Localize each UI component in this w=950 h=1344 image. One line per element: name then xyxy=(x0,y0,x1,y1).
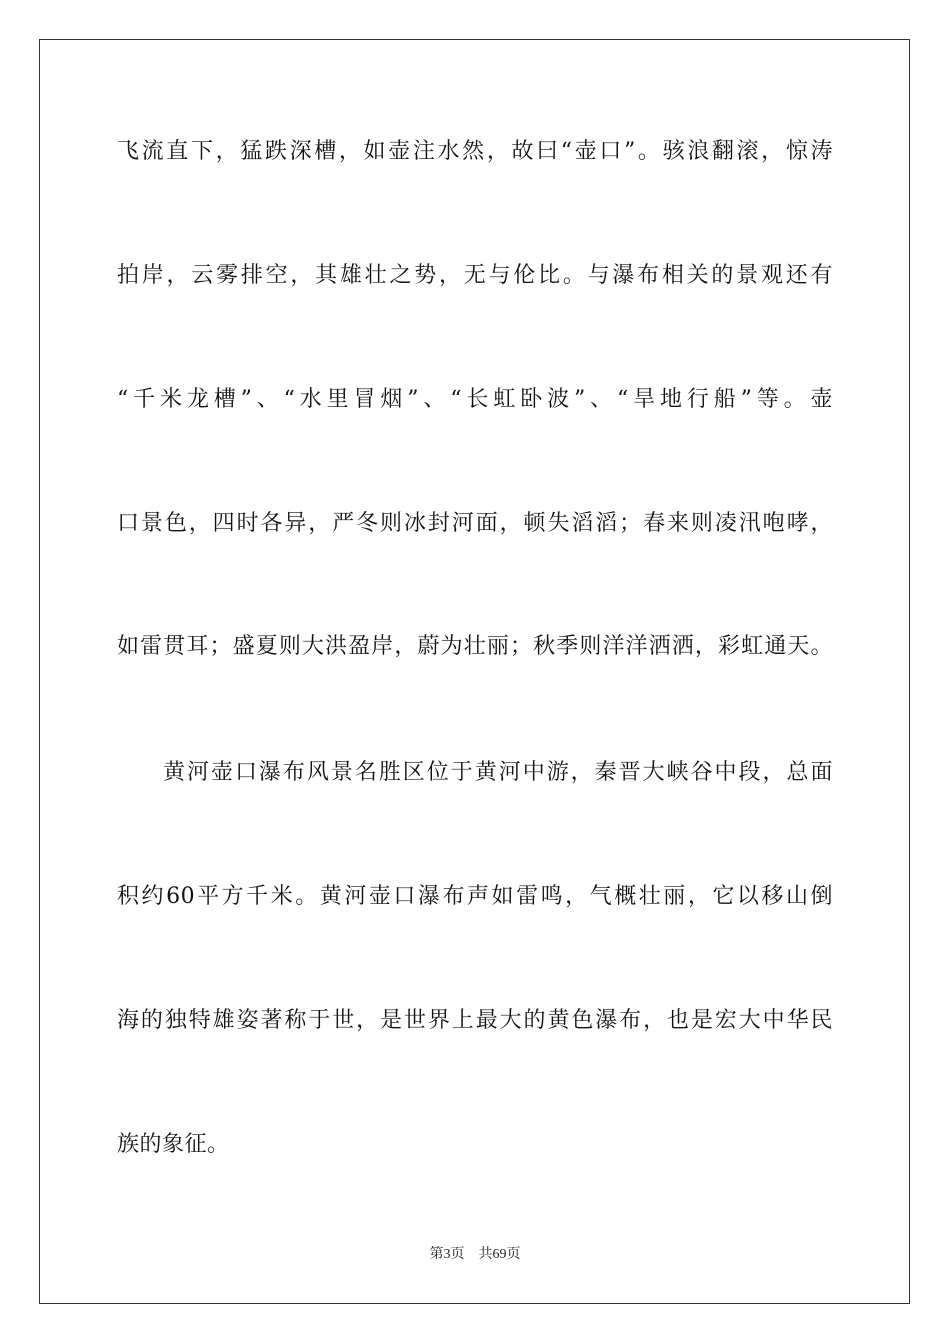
paragraph-line-1: 飞流直下，猛跌深槽，如壶注水然，故曰“壶口”。骇浪翻滚，惊涛 xyxy=(117,139,833,164)
paragraph-line-7: 积约60平方千米。黄河壶口瀑布声如雷鸣，气概壮丽，它以移山倒 xyxy=(117,884,833,909)
paragraph-line-3: “千米龙槽”、“水里冒烟”、“长虹卧波”、“旱地行船”等。壶 xyxy=(117,387,833,412)
paragraph-line-2: 拍岸，云雾排空，其雄壮之势，无与伦比。与瀑布相关的景观还有 xyxy=(117,263,833,288)
page-number: 第3页 xyxy=(429,1247,465,1262)
paragraph-line-9: 族的象征。 xyxy=(117,1132,230,1157)
page-footer xyxy=(0,1246,950,1264)
page-total: 共69页 xyxy=(478,1247,521,1262)
page-border xyxy=(39,39,910,1304)
paragraph-line-5: 如雷贯耳；盛夏则大洪盈岸，蔚为壮丽；秋季则洋洋洒洒，彩虹通天。 xyxy=(117,634,833,659)
paragraph-line-4: 口景色，四时各异，严冬则冰封河面，顿失滔滔；春来则凌汛咆哮， xyxy=(117,511,833,536)
paragraph-line-6: 黄河壶口瀑布风景名胜区位于黄河中游，秦晋大峡谷中段，总面 xyxy=(163,760,833,785)
paragraph-line-8: 海的独特雄姿著称于世，是世界上最大的黄色瀑布，也是宏大中华民 xyxy=(117,1008,833,1033)
